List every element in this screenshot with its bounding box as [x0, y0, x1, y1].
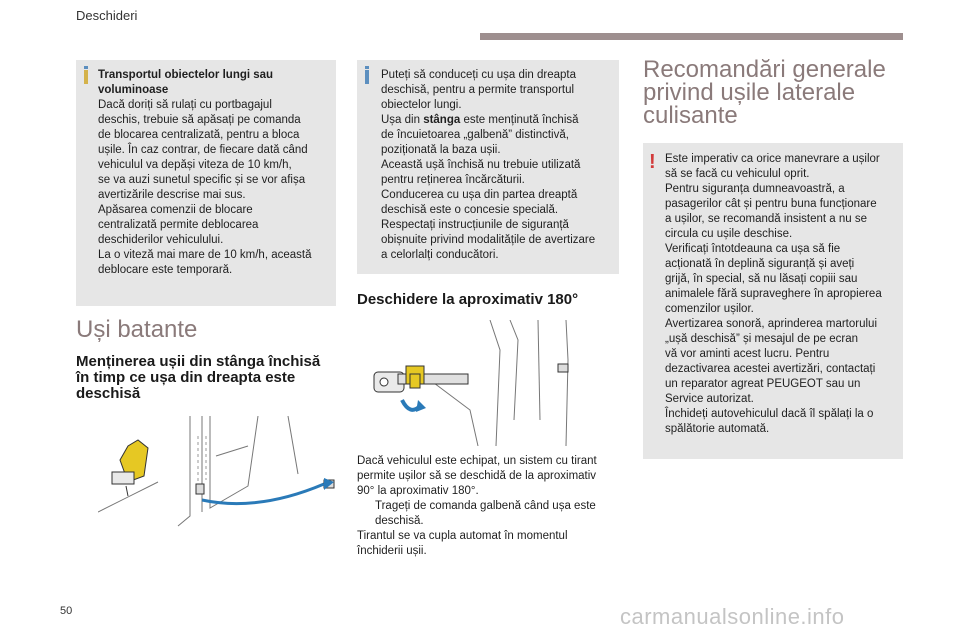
box-right-line: pentru reținerea încărcăturii. [381, 174, 525, 186]
lock-small-icon [196, 484, 204, 494]
box-right-line: deschisă este o concesie specială. [381, 204, 559, 216]
warning-line: să se facă cu vehiculul oprit. [665, 168, 810, 180]
door-tie-rod-illustration [370, 320, 602, 446]
body-line: Tirantul se va cupla automat în momentul [357, 530, 568, 542]
yellow-lock-icon [112, 440, 148, 496]
box-transport-line: de blocarea centralizată, pentru a bloca [98, 129, 300, 141]
box-transport-line: deschiderilor vehiculului. [98, 234, 224, 246]
info-icon [84, 70, 88, 84]
warning-line: a ușilor, se recomandă insistent a nu se [665, 213, 868, 225]
watermark: carmanualsonline.info [620, 604, 845, 629]
text-run: este menținută închisă [460, 114, 579, 126]
box-transport-line: Dacă doriți să rulați cu portbagajul [98, 99, 272, 111]
box-right-line [381, 113, 613, 128]
box-right-line: obișnuite privind modalitățile de avertizare [381, 234, 596, 246]
warning-line: un reparator agreat PEUGEOT sau un [665, 378, 861, 390]
box-right-line: Respectați instrucțiunile de siguranță [381, 219, 569, 231]
section-title-recommendations: Recomandări generale privind ușile laterale culisante [643, 56, 886, 129]
body-line: închiderii ușii. [357, 545, 427, 557]
warning-line: comenzilor ușilor. [665, 303, 754, 315]
warning-line: animalele fără supraveghere în apropierea [665, 288, 882, 300]
box-right-line: deschisă, pentru a permite transportul [381, 84, 575, 96]
box-transport-title: Transportul obiectelor lungi sau voluminoase [98, 69, 274, 96]
box-right-line: Conducerea cu ușa din partea dreaptă [381, 189, 578, 201]
box-transport-line: avertizările descrise mai sus. [98, 189, 246, 201]
box-transport-line: deblocare este temporară. [98, 264, 233, 276]
warning-line: vă vor aminti acest lucru. Pentru [665, 348, 830, 360]
body-bullet [357, 499, 619, 529]
warning-line: „ușă deschisă” și mesajul de pe ecran [665, 333, 859, 345]
header-section-title: Deschideri [76, 8, 138, 23]
bullet-text: Trageți de comanda galbenă când ușa este deschisă. [375, 500, 596, 527]
body-line: permite ușilor să se deschidă de la aproximativ [357, 470, 597, 482]
box-transport-line: ușile. În caz contrar, de fiecare dată când [98, 144, 308, 156]
box-right-line: Puteți să conduceți cu ușa din dreapta [381, 69, 576, 81]
warning-icon: ! [649, 151, 656, 173]
warning-line: Pentru siguranța dumneavoastră, a [665, 183, 845, 195]
body-line: 90° la aproximativ 180°. [357, 485, 479, 497]
warning-line: Avertizarea sonoră, aprinderea martorului [665, 318, 878, 330]
section-title-batante: Uși batante [76, 316, 198, 343]
door-arrow [202, 484, 324, 504]
text-bold-run: stânga [423, 114, 461, 126]
warning-line: Închideți autovehiculul dacă îl spălați la o [665, 408, 874, 420]
lock-small-icon [558, 364, 568, 372]
info-icon [365, 70, 369, 84]
warning-line: spălătorie automată. [665, 423, 770, 435]
warning-box [643, 143, 903, 459]
box-transport-line: La o viteză mai mare de 10 km/h, această [98, 249, 312, 261]
arrow-head-icon [416, 400, 426, 412]
box-transport-line: vehiculul va depăși viteza de 10 km/h, [98, 159, 292, 171]
door-lock-illustration [98, 416, 336, 544]
warning-line: Service autorizat. [665, 393, 754, 405]
info-box-transport [76, 60, 336, 306]
tie-rod-mechanism [374, 366, 468, 392]
box-transport-line: Apăsarea comenzii de blocare [98, 204, 253, 216]
box-transport-line: se va auzi sunetul specific și se vor afișa [98, 174, 306, 186]
warning-line: acționată în deplină siguranță și aveți [665, 258, 855, 270]
box-right-line: a celorlalți conducători. [381, 249, 499, 261]
box-transport-line: deschis, trebuie să apăsați pe comanda [98, 114, 301, 126]
box-right-line: de încuietoarea „galbenă” distinctivă, [381, 129, 569, 141]
text-run: Ușa din [381, 114, 424, 126]
info-icon-dot [365, 66, 369, 69]
warning-line: pasagerilor cât și pentru buna funcționare [665, 198, 877, 210]
info-icon-dot [84, 66, 88, 69]
warning-line: grijă, în special, să nu lăsați copiii sau [665, 273, 858, 285]
box-right-line: obiectelor lungi. [381, 99, 462, 111]
page-number: 50 [60, 605, 73, 617]
header-accent-bar [480, 33, 903, 40]
box-right-line: Această ușă închisă nu trebuie utilizată [381, 159, 581, 171]
warning-line: dezactivarea acestei avertizări, contactați [665, 363, 876, 375]
body-line: Dacă vehiculul este echipat, un sistem cu tirant [357, 455, 597, 467]
warning-line: circula cu ușile deschise. [665, 228, 793, 240]
subsection-title-180: Deschidere la aproximativ 180° [357, 291, 579, 308]
subsection-title-left-door: Menținerea ușii din stânga închisă în timp ce ușa din dreapta este deschisă [76, 353, 321, 402]
info-box-right-door [357, 60, 619, 274]
box-transport-line: centralizată permite deblocarea [98, 219, 259, 231]
body-180-text [357, 454, 619, 559]
box-right-line: poziționată la baza ușii. [381, 144, 501, 156]
warning-line: Este imperativ ca orice manevrare a ușilor [665, 153, 880, 165]
warning-line: Verificați întotdeauna ca ușa să fie [665, 243, 841, 255]
